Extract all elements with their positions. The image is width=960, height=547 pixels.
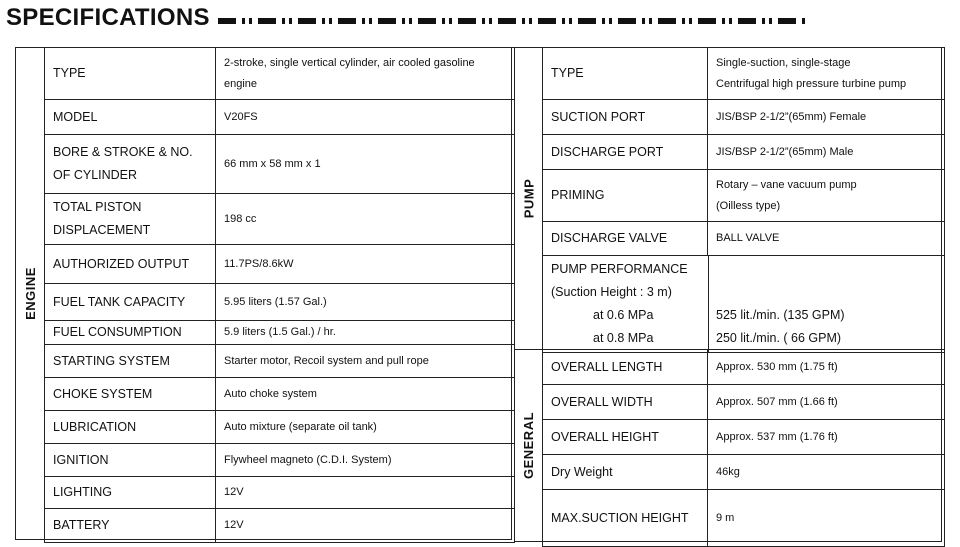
spec-row bbox=[45, 444, 515, 477]
spec-value bbox=[708, 48, 945, 100]
spec-row bbox=[45, 378, 515, 411]
spec-value: 198 cc bbox=[216, 194, 515, 245]
spec-label: SUCTION PORT bbox=[543, 100, 708, 135]
pump-spec-table bbox=[542, 47, 945, 353]
engine-section-label: ENGINE bbox=[22, 267, 38, 320]
spec-label: STARTING SYSTEM bbox=[45, 345, 216, 378]
spec-row bbox=[543, 350, 945, 385]
spec-row bbox=[543, 385, 945, 420]
spec-value: 11.7PS/8.6kW bbox=[216, 245, 515, 284]
spec-row bbox=[45, 194, 515, 245]
spec-label: Dry Weight bbox=[543, 455, 708, 490]
performance-pressure: at 0.6 MPa bbox=[593, 308, 654, 322]
spec-value: 2-stroke, single vertical cylinder, air cooled gasoline engine bbox=[216, 48, 515, 100]
spec-row bbox=[45, 411, 515, 444]
spec-row bbox=[45, 345, 515, 378]
spec-row bbox=[45, 100, 515, 135]
spec-value: JIS/BSP 2-1/2”(65mm) Male bbox=[708, 135, 945, 170]
spec-value: 5.95 liters (1.57 Gal.) bbox=[216, 284, 515, 321]
spec-row bbox=[45, 321, 515, 345]
spec-row bbox=[45, 48, 515, 100]
spec-row bbox=[543, 100, 945, 135]
spec-value-line: Single-suction, single-stage bbox=[716, 56, 851, 69]
general-section-label: GENERAL bbox=[521, 411, 537, 480]
spec-value bbox=[708, 170, 945, 222]
spec-row bbox=[543, 170, 945, 222]
spec-value: 9 m bbox=[708, 490, 945, 547]
spec-value: 12V bbox=[216, 509, 515, 543]
spec-value-line: Rotary – vane vacuum pump bbox=[716, 178, 857, 191]
spec-value-line: Centrifugal high pressure turbine pump bbox=[716, 77, 907, 90]
page-title: SPECIFICATIONS bbox=[6, 4, 210, 31]
performance-flow: 525 lit./min. (135 GPM) bbox=[716, 308, 845, 322]
spec-label: IGNITION bbox=[45, 444, 216, 477]
pump-performance-label: PUMP PERFORMANCE bbox=[551, 262, 688, 276]
spec-value-line: (Oilless type) bbox=[716, 199, 781, 212]
spec-value: BALL VALVE bbox=[708, 222, 945, 256]
spec-row bbox=[543, 455, 945, 490]
spec-label: TOTAL PISTON DISPLACEMENT bbox=[45, 194, 216, 245]
spec-value: Approx. 507 mm (1.66 ft) bbox=[708, 385, 945, 420]
spec-label: CHOKE SYSTEM bbox=[45, 378, 216, 411]
spec-value: JIS/BSP 2-1/2”(65mm) Female bbox=[708, 100, 945, 135]
spec-row bbox=[543, 135, 945, 170]
pump-section-label: PUMP bbox=[521, 178, 537, 219]
spec-label: DISCHARGE VALVE bbox=[543, 222, 708, 256]
spec-label: DISCHARGE PORT bbox=[543, 135, 708, 170]
spec-label: OVERALL WIDTH bbox=[543, 385, 708, 420]
pump-performance-sublabel: (Suction Height : 3 m) bbox=[551, 285, 672, 299]
spec-row bbox=[45, 284, 515, 321]
spec-label: TYPE bbox=[45, 48, 216, 100]
spec-value: 46kg bbox=[708, 455, 945, 490]
performance-pressure: at 0.8 MPa bbox=[593, 331, 654, 345]
column-divider bbox=[708, 256, 709, 352]
spec-value: 66 mm x 58 mm x 1 bbox=[216, 135, 515, 194]
pump-performance-row bbox=[543, 256, 945, 353]
spec-label: MAX.SUCTION HEIGHT bbox=[543, 490, 708, 547]
spec-label: LUBRICATION bbox=[45, 411, 216, 444]
spec-label: OVERALL HEIGHT bbox=[543, 420, 708, 455]
spec-value: Starter motor, Recoil system and pull rope bbox=[216, 345, 515, 378]
general-section bbox=[514, 349, 942, 542]
spec-value: Approx. 530 mm (1.75 ft) bbox=[708, 350, 945, 385]
spec-label: AUTHORIZED OUTPUT bbox=[45, 245, 216, 284]
spec-row bbox=[543, 490, 945, 547]
spec-label: FUEL CONSUMPTION bbox=[45, 321, 216, 345]
spec-row bbox=[543, 420, 945, 455]
spec-row bbox=[45, 135, 515, 194]
spec-label: MODEL bbox=[45, 100, 216, 135]
spec-value: V20FS bbox=[216, 100, 515, 135]
spec-label: FUEL TANK CAPACITY bbox=[45, 284, 216, 321]
spec-row bbox=[543, 222, 945, 256]
engine-spec-table bbox=[44, 47, 515, 543]
spec-row bbox=[543, 48, 945, 100]
spec-label: BATTERY bbox=[45, 509, 216, 543]
spec-value: Flywheel magneto (C.D.I. System) bbox=[216, 444, 515, 477]
pump-performance-cell bbox=[543, 256, 945, 353]
spec-value: Auto choke system bbox=[216, 378, 515, 411]
pump-performance-point bbox=[551, 304, 936, 327]
spec-value: Approx. 537 mm (1.76 ft) bbox=[708, 420, 945, 455]
spec-row bbox=[45, 509, 515, 543]
spec-row bbox=[45, 245, 515, 284]
spec-label: PRIMING bbox=[543, 170, 708, 222]
performance-flow: 250 lit./min. ( 66 GPM) bbox=[716, 331, 842, 345]
spec-row bbox=[45, 477, 515, 509]
spec-value: Auto mixture (separate oil tank) bbox=[216, 411, 515, 444]
pump-section bbox=[514, 47, 942, 350]
spec-value: 12V bbox=[216, 477, 515, 509]
spec-label: TYPE bbox=[543, 48, 708, 100]
pump-performance-point bbox=[551, 327, 936, 350]
spec-label: LIGHTING bbox=[45, 477, 216, 509]
engine-section bbox=[15, 47, 512, 540]
spec-label: BORE & STROKE & NO. OF CYLINDER bbox=[45, 135, 216, 194]
spec-label: OVERALL LENGTH bbox=[543, 350, 708, 385]
spec-value: 5.9 liters (1.5 Gal.) / hr. bbox=[216, 321, 515, 345]
title-decoration-line bbox=[218, 18, 806, 24]
general-spec-table bbox=[542, 349, 945, 547]
